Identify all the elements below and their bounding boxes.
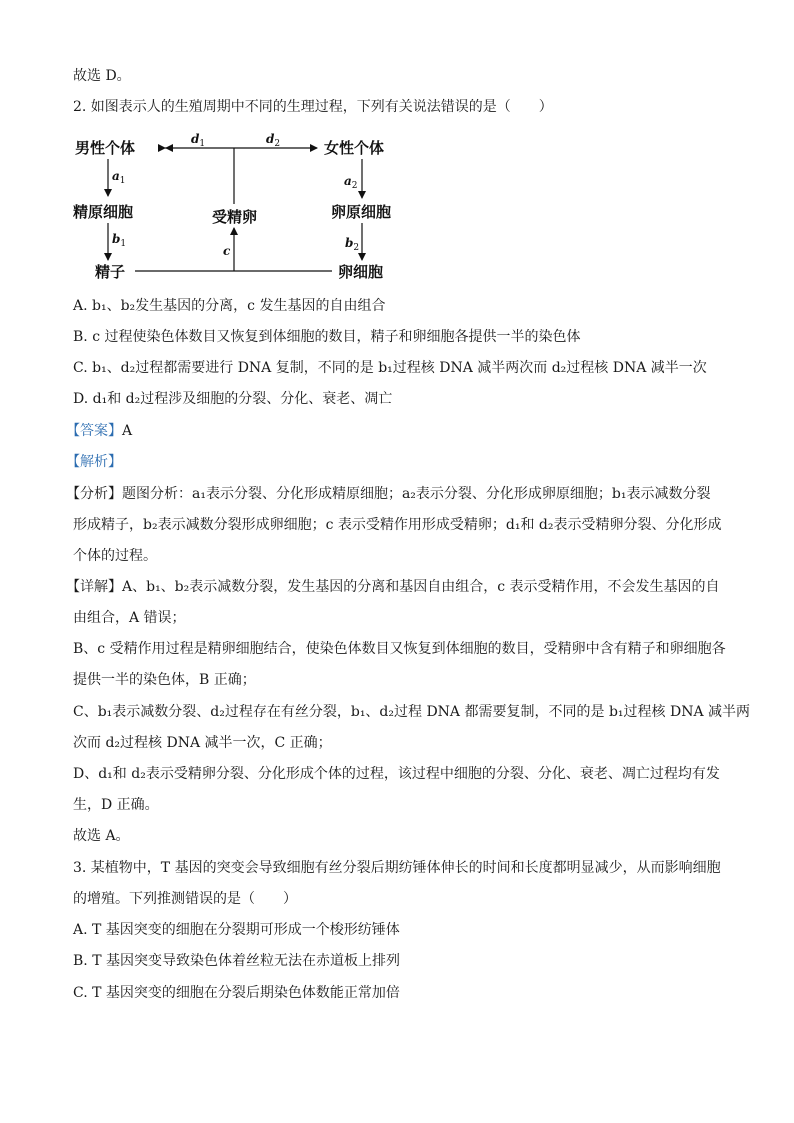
xiangjie-line-3: B、c 受精作用过程是精卵细胞结合，使染色体数目又恢复到体细胞的数目，受精卵中含有精子和卵细胞各 [73,641,726,657]
analysis-heading [66,452,122,472]
label-b1: $b_1$ [112,232,127,249]
node-sperm-mother-cell: 精原细胞 [73,203,134,221]
question-2-stem: 2. 如图表示人的生殖周期中不同的生理过程，下列有关说法错误的是（ ） [73,99,553,115]
answer-value: A [122,423,133,439]
label-d1: $d_1$ [191,132,206,149]
fenxi-line-2: 形成精子，b₂表示减数分裂形成卵细胞；c 表示受精作用形成受精卵；d₁和 d₂表示受精卵分裂、分化形成 [73,517,722,533]
answer-line [66,421,132,441]
fenxi-line-1 [66,484,711,504]
q3-option-a: A. T 基因突变的细胞在分裂期可形成一个梭形纺锤体 [73,922,400,938]
node-egg-mother-cell: 卵原细胞 [331,203,392,221]
xiangjie-line-6: 次而 d₂过程核 DNA 减半一次，C 正确； [73,735,332,751]
option-d: D. d₁和 d₂过程涉及细胞的分裂、分化、衰老、凋亡 [73,391,393,407]
xiangjie-line-7: D、d₁和 d₂表示受精卵分裂、分化形成个体的过程，该过程中细胞的分裂、分化、衰老、凋亡过程均有发 [73,766,720,782]
node-male: 男性个体 [75,139,136,157]
node-egg: 卵细胞 [338,263,384,281]
d1-arrowhead [165,144,173,152]
analysis-tag: 【解析】 [66,454,122,470]
previous-answer-line: 故选 D。 [73,68,131,84]
node-female: 女性个体 [324,139,385,157]
answer-tag: 【答案】 [66,423,122,439]
node-zygote: 受精卵 [212,208,258,226]
label-a1: $a_1$ [112,169,126,186]
fenxi-line-3: 个体的过程。 [73,548,157,564]
option-b: B. c 过程使染色体数目又恢复到体细胞的数目，精子和卵细胞各提供一半的染色体 [73,329,581,345]
node-sperm: 精子 [95,263,126,281]
label-b2: $b_2$ [345,236,360,253]
label-c: c [223,244,231,258]
xiangjie-text-1: A、b₁、b₂表示减数分裂，发生基因的分离和基因自由组合，c 表示受精作用，不会发生基因的自 [122,579,720,595]
xiangjie-line-1 [66,577,720,597]
option-c: C. b₁、d₂过程都需要进行 DNA 复制，不同的是 b₁过程核 DNA 减半两次而 d₂过程核 DNA 减半一次 [73,360,707,376]
q3-option-b: B. T 基因突变导致染色体着丝粒无法在赤道板上排列 [73,953,400,969]
label-d2: $d_2$ [266,132,281,149]
xiangjie-line-9: 故选 A。 [73,828,130,844]
reproduction-cycle-diagram [70,128,400,288]
fenxi-text-1: 题图分析：a₁表示分裂、分化形成精原细胞；a₂表示分裂、分化形成卵原细胞；b₁表示减数分裂 [122,486,711,502]
q3-option-c: C. T 基因突变的细胞在分裂后期染色体数能正常加倍 [73,985,400,1001]
xiangjie-line-5: C、b₁表示减数分裂、d₂过程存在有丝分裂，b₁、d₂过程 DNA 都需要复制，不同的是 b₁过程核 DNA 减半两 [73,704,751,720]
question-3-stem-2: 的增殖。下列推测错误的是（ ） [73,891,297,907]
option-a: A. b₁、b₂发生基因的分离，c 发生基因的自由组合 [73,298,386,314]
xiangjie-line-2: 由组合，A 错误； [73,610,186,626]
xiangjie-line-8: 生，D 正确。 [73,797,159,813]
question-3-stem-1: 3. 某植物中，T 基因的突变会导致细胞有丝分裂后期纺锤体伸长的时间和长度都明显减少，从而影响细胞 [73,860,721,876]
label-a2: $a_2$ [344,174,358,191]
xiangjie-line-4: 提供一半的染色体，B 正确； [73,672,256,688]
fenxi-tag: 【分析】 [66,486,122,502]
xiangjie-tag: 【详解】 [66,579,122,595]
